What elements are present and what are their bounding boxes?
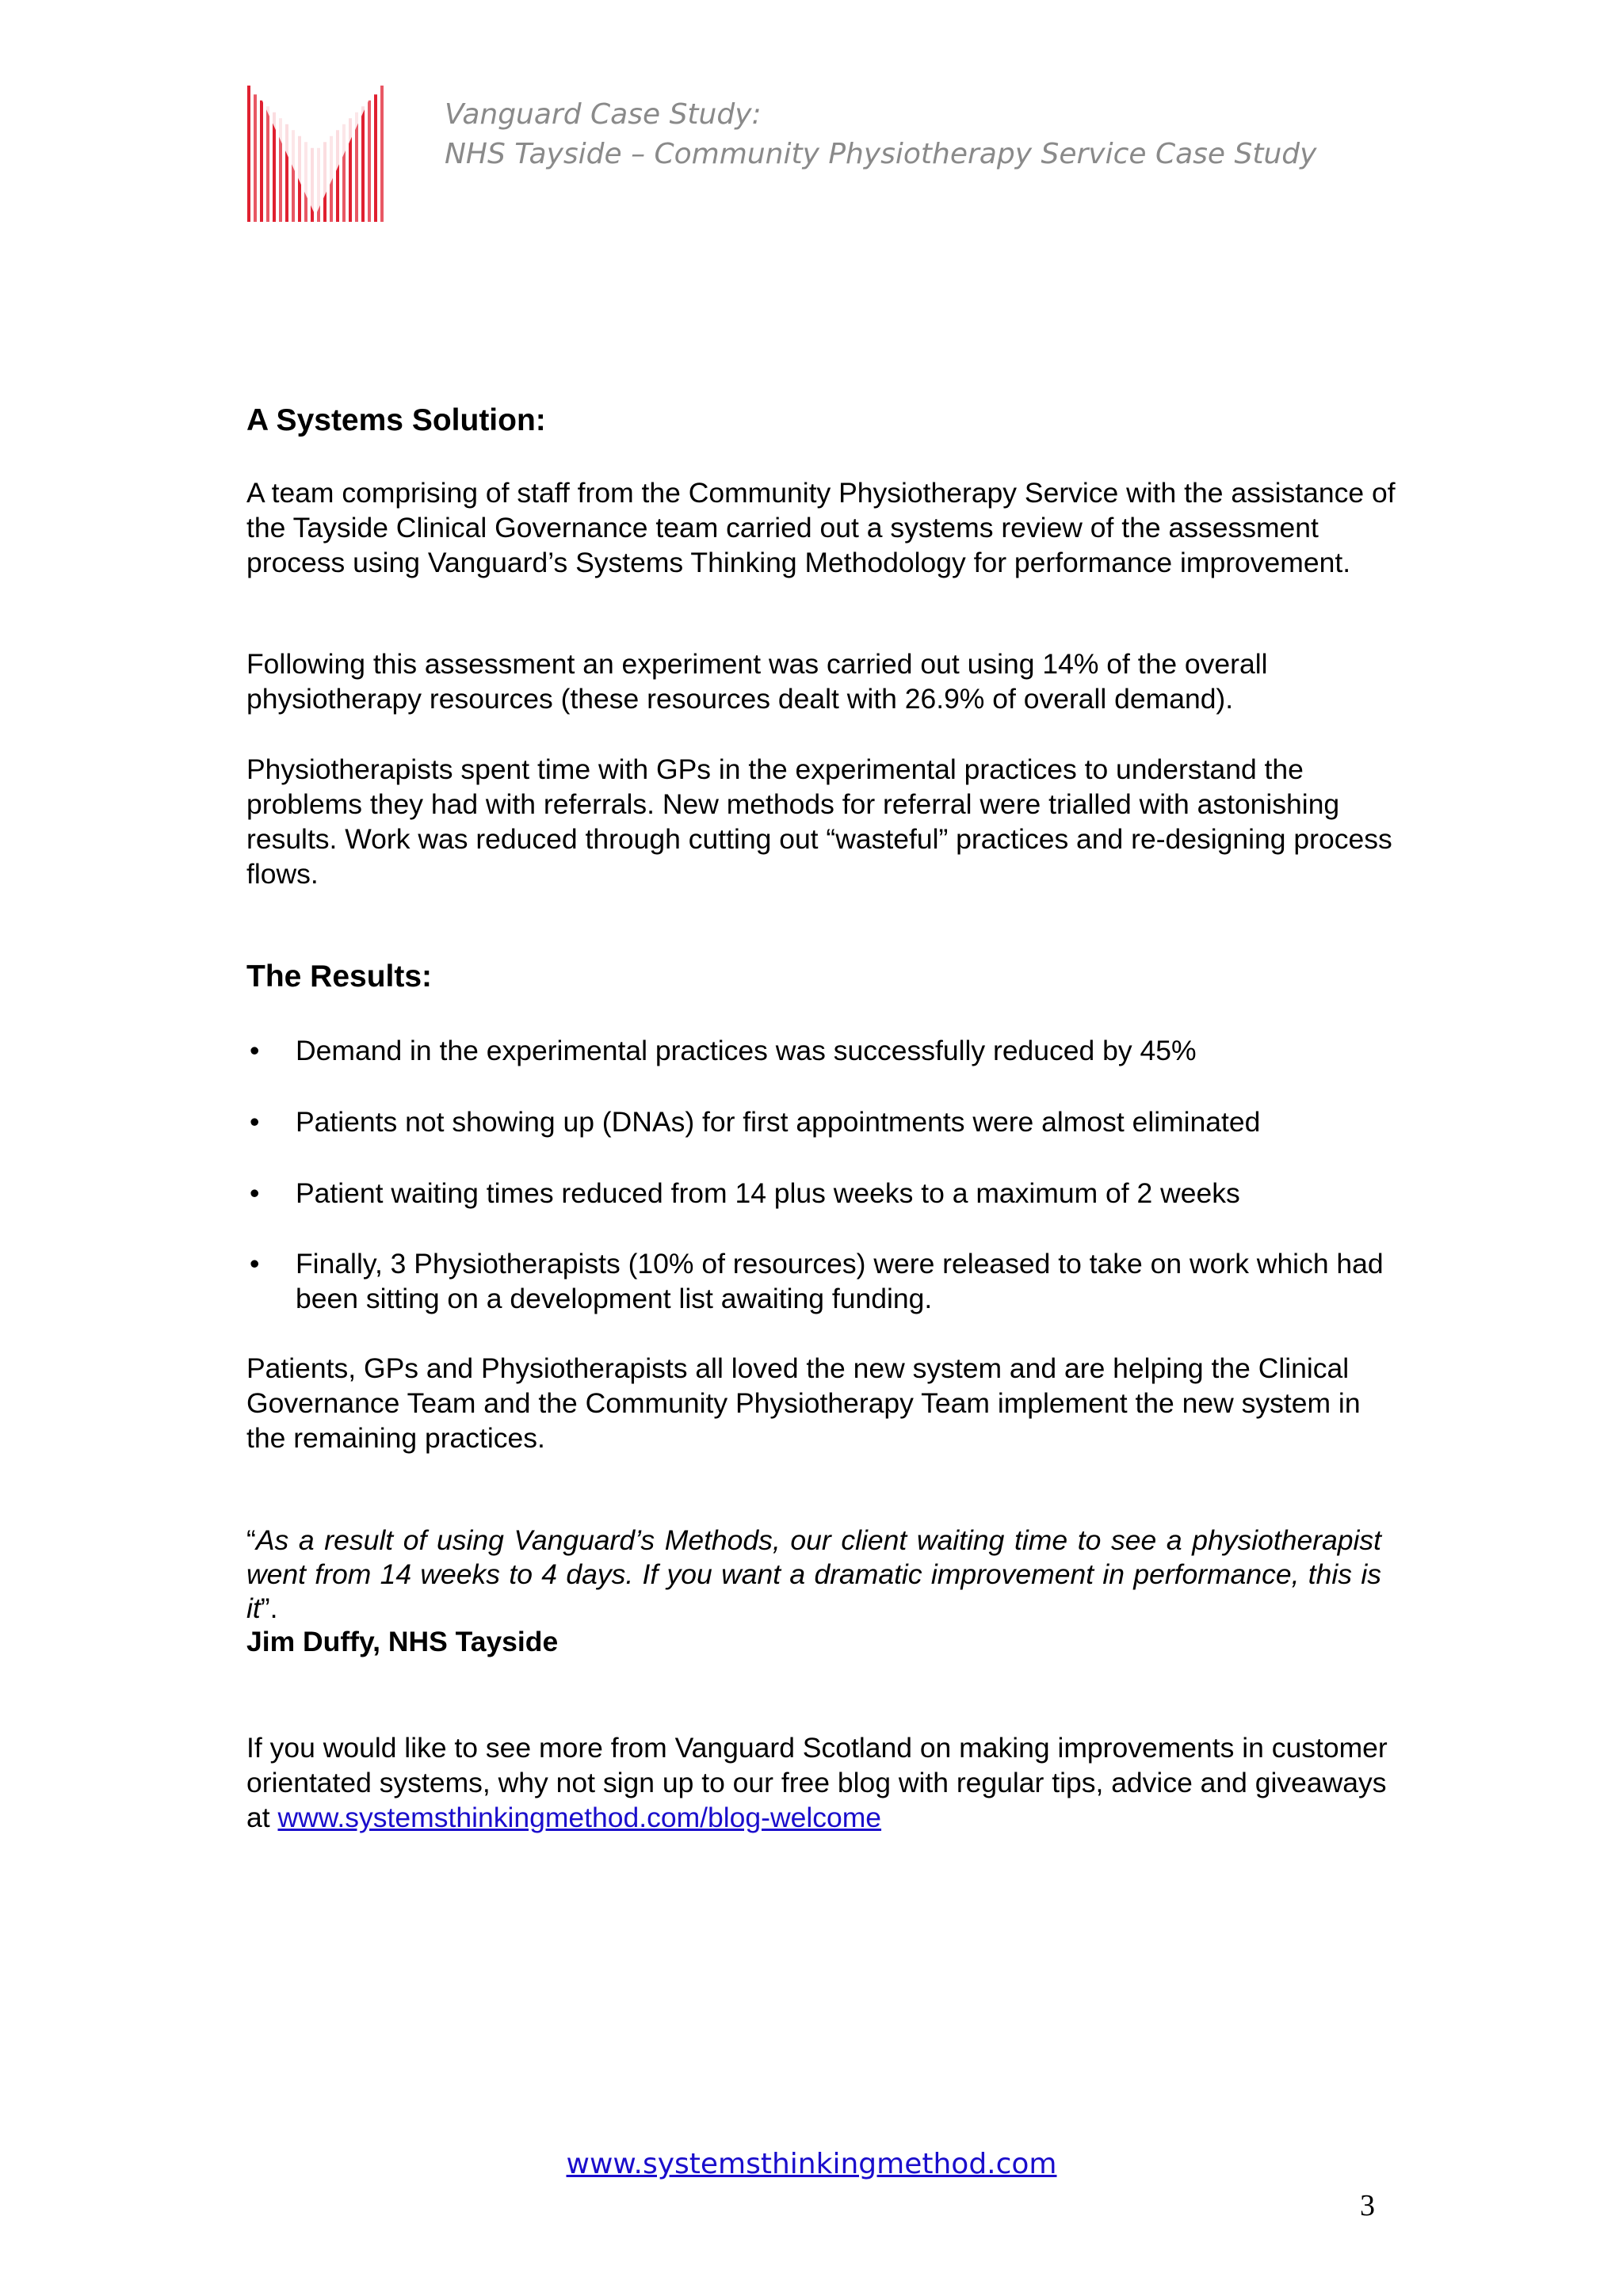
result-bullet-text: Patient waiting times reduced from 14 plus weeks to a maximum of 2 weeks (296, 1177, 1240, 1209)
vanguard-logo (246, 86, 385, 222)
solution-paragraph-2: Following this assessment an experiment was carried out using 14% of the overall physiotherapy resources (these resources dealt with 26.9% of overall demand). (246, 648, 1268, 715)
bullet-icon: • (250, 1248, 260, 1280)
testimonial-quote (246, 1524, 1381, 1626)
signup-paragraph (246, 1730, 1396, 1835)
footer (0, 2147, 1623, 2182)
logo-stripe (266, 106, 269, 222)
solution-paragraph-1: A team comprising of staff from the Community Physiotherapy Service with the assistance of the Tayside Clinical Governance team carried out a systems review of the assessment process using Vanguard’s Systems Thinking Methodology for performance improvement. (246, 477, 1396, 578)
solution-paragraph-3: Physiotherapists spent time with GPs in the experimental practices to understand the problems they had with referrals. New methods for referral were trialled with astonishing results. Work was reduced through cutting out “wasteful” practices and re-designing process flows. (246, 753, 1392, 890)
logo-stripe (380, 86, 384, 222)
results-closing-paragraph: Patients, GPs and Physiotherapists all loved the new system and are helping the Clinical Governance Team and the Community Physiotherapy Team implement the new system in the remaining practices. (246, 1352, 1361, 1454)
bullet-icon: • (250, 1035, 260, 1066)
header-line-1: Vanguard Case Study: (445, 98, 762, 131)
result-bullet-text: Demand in the experimental practices was successfully reduced by 45% (296, 1035, 1197, 1066)
page-number: 3 (1360, 2189, 1375, 2222)
result-bullet-text: Patients not showing up (DNAs) for first appointments were almost eliminated (296, 1106, 1261, 1138)
bullet-icon: • (250, 1106, 260, 1138)
section-heading-solution: A Systems Solution: (246, 403, 546, 437)
logo-stripe (374, 94, 377, 222)
quote-author: Jim Duffy, NHS Tayside (246, 1626, 559, 1657)
logo-stripe (247, 86, 250, 222)
logo-stripe (260, 101, 263, 222)
quote-close-mark: ”. (260, 1592, 278, 1624)
section-heading-results: The Results: (246, 959, 433, 994)
quote-open-mark: “ (246, 1524, 256, 1556)
document-header (445, 95, 1316, 174)
quote-text: As a result of using Vanguard’s Methods, our client waiting time to see a physiotherapist went from 14 weeks to 4 days. If you want a dramatic improvement in performance, this is it (246, 1524, 1381, 1624)
signup-text: If you would like to see more from Vanguard Scotland on making improvements in customer orientated systems, why not sign up to our free blog with regular tips, advice and giveaways at (246, 1732, 1388, 1833)
logo-stripe (368, 101, 371, 222)
result-bullet-text: Finally, 3 Physiotherapists (10% of resources) were released to take on work which had been sitting on a development list awaiting funding. (296, 1248, 1384, 1314)
blog-welcome-link[interactable]: www.systemsthinkingmethod.com/blog-welcome (277, 1802, 882, 1833)
footer-website-link[interactable]: www.systemsthinkingmethod.com (566, 2148, 1057, 2180)
header-line-2: NHS Tayside – Community Physiotherapy Service Case Study (445, 138, 1317, 170)
logo-stripe (361, 106, 365, 222)
bullet-icon: • (250, 1177, 260, 1209)
logo-stripe (254, 94, 257, 222)
